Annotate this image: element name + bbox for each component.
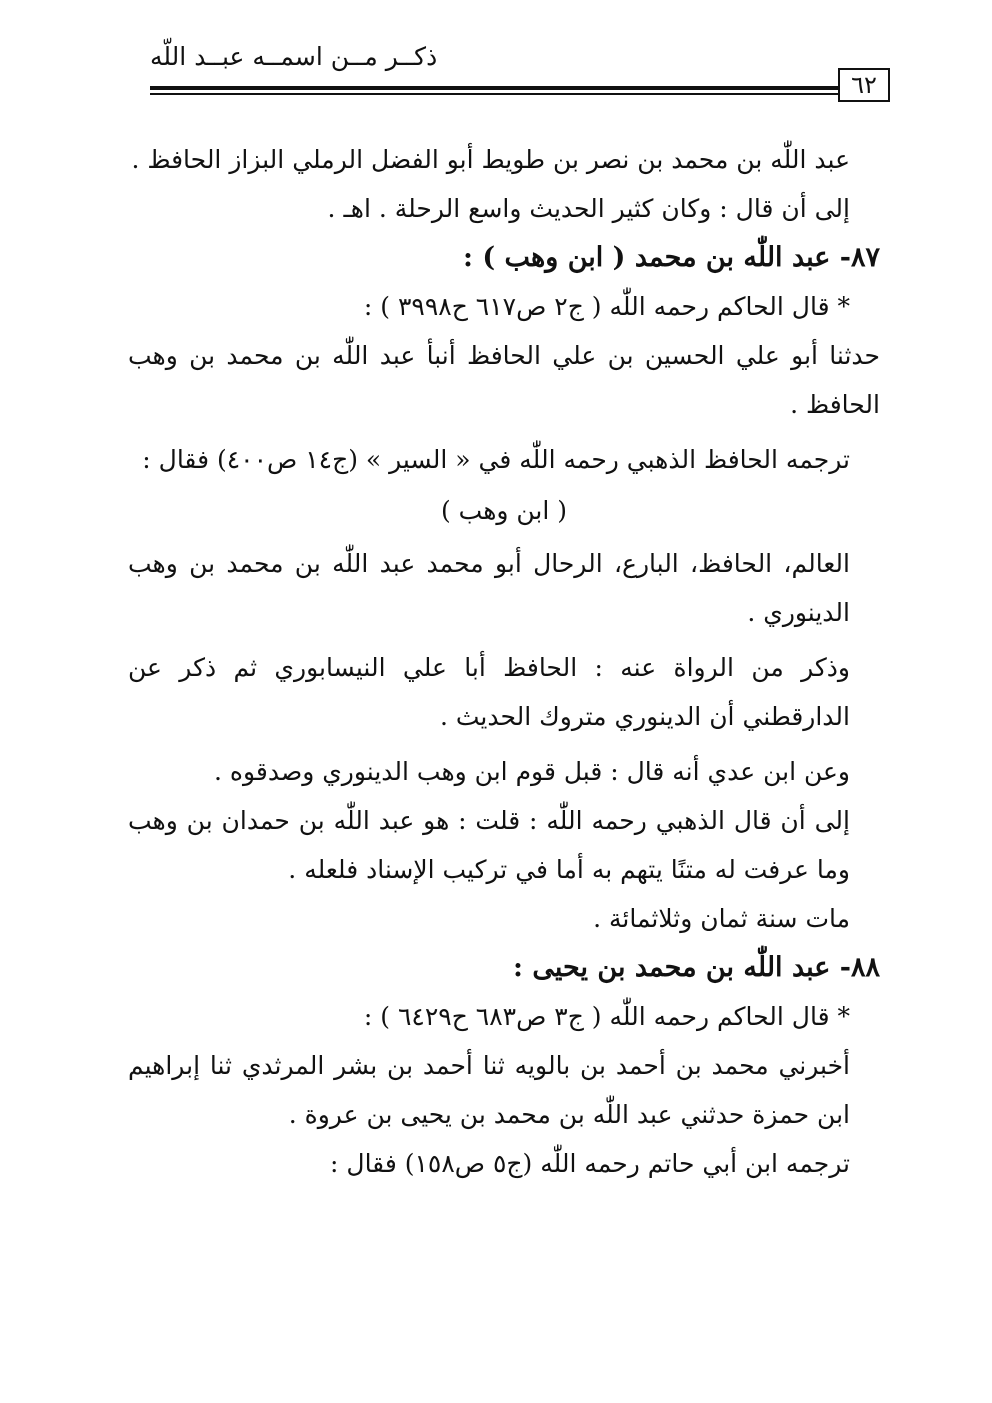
paragraph: إلى أن قال الذهبي رحمه اللّٰه : قلت : هو عبد اللّٰه بن حمدان بن وهب وما عرفت له متنًا يتهم به أما في تركيب الإسناد فلعله . <box>128 806 850 884</box>
header-rule-thin <box>150 93 840 95</box>
source-citation: * قال الحاكم رحمه اللّٰه ( ج٣ ص٦٨٣ ح٦٤٢٩ ) : <box>363 1002 850 1031</box>
paragraph: ترجمه ابن أبي حاتم رحمه اللّٰه (ج٥ ص١٥٨) فقال : <box>330 1149 850 1178</box>
paragraph: ترجمه الحافظ الذهبي رحمه اللّٰه في « السير » (ج١٤ ص٤٠٠) فقال : <box>142 445 850 474</box>
paragraph: حدثنا أبو علي الحسين بن علي الحافظ أنبأ عبد اللّٰه بن محمد بن وهب الحافظ . <box>128 341 880 419</box>
running-header <box>150 40 890 74</box>
paragraph: وذكر من الرواة عنه : الحافظ أبا علي النيسابوري ثم ذكر عن الدارقطني أن الدينوري متروك الحديث . <box>128 653 850 731</box>
paragraph: أخبرني محمد بن أحمد بن بالويه ثنا أحمد بن بشر المرثدي ثنا إبراهيم ابن حمزة حدثني عبد اللّٰه بن محمد بن يحيى بن عروة . <box>128 1051 850 1129</box>
paragraph: العالم، الحافظ، البارع، الرحال أبو محمد عبد اللّٰه بن محمد بن وهب الدينوري . <box>128 549 850 627</box>
entry-heading-88: ٨٨- عبد اللّٰه بن محمد بن يحيى : <box>513 952 880 983</box>
centered-subtitle: ( ابن وهب ) <box>440 496 568 525</box>
page-body <box>128 135 880 1188</box>
paragraph: إلى أن قال : وكان كثير الحديث واسع الرحلة . اهـ . <box>327 194 850 223</box>
paragraph: وعن ابن عدي أنه قال : قبل قوم ابن وهب الدينوري وصدقوه . <box>214 757 850 786</box>
header-rule-thick <box>150 86 840 90</box>
source-citation: * قال الحاكم رحمه اللّٰه ( ج٢ ص٦١٧ ح٣٩٩٨ ) : <box>363 292 850 321</box>
page-number: ٦٢ <box>838 68 890 102</box>
paragraph: عبد اللّٰه بن محمد بن نصر بن طويط أبو الفضل الرملي البزاز الحافظ . <box>131 145 850 174</box>
paragraph: مات سنة ثمان وثلاثمائة . <box>593 904 850 933</box>
entry-heading-87: ٨٧- عبد اللّٰه بن محمد ( ابن وهب ) : <box>462 242 880 273</box>
running-header-title: ذكــر مــن اسمــه عبــد اللّه <box>150 42 438 71</box>
